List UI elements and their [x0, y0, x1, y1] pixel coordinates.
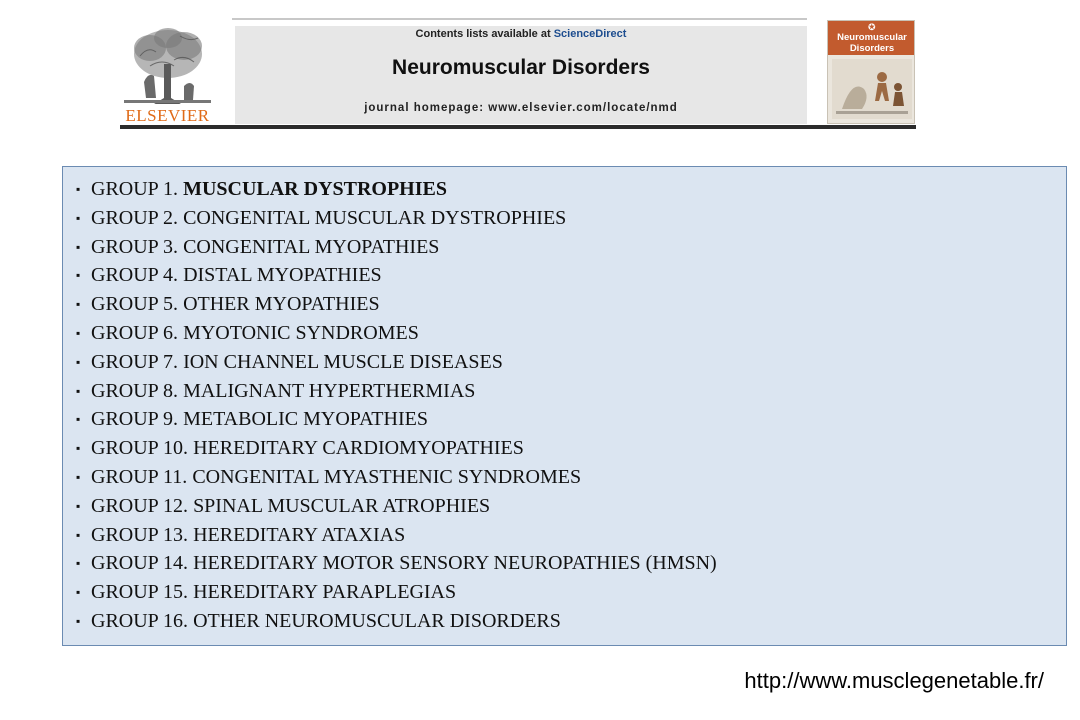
- journal-info-box: [235, 26, 807, 124]
- group-name: HEREDITARY ATAXIAS: [193, 523, 406, 546]
- banner-top-line: [232, 18, 807, 20]
- disease-group-list: [76, 175, 717, 636]
- group-name: MUSCULAR DYSTROPHIES: [183, 178, 447, 200]
- group-name: HEREDITARY CARDIOMYOPATHIES: [193, 437, 524, 460]
- group-item: [76, 204, 717, 233]
- group-name: ION CHANNEL MUSCLE DISEASES: [183, 350, 503, 373]
- group-name: SPINAL MUSCULAR ATROPHIES: [193, 494, 491, 517]
- group-prefix: GROUP 7.: [91, 350, 184, 373]
- bullet-icon: ▪: [76, 441, 81, 456]
- group-prefix: GROUP 10.: [91, 437, 194, 460]
- bullet-icon: ▪: [76, 297, 81, 312]
- group-name: HEREDITARY MOTOR SENSORY NEUROPATHIES (HMSN): [193, 552, 717, 575]
- journal-homepage[interactable]: journal homepage: www.elsevier.com/locate/nmd: [364, 102, 678, 114]
- group-item: [76, 607, 717, 636]
- journal-title: Neuromuscular Disorders: [392, 56, 650, 79]
- publisher-logo: [120, 26, 215, 124]
- bullet-icon: ▪: [76, 556, 81, 571]
- group-item: [76, 233, 717, 262]
- group-prefix: GROUP 16.: [91, 609, 194, 632]
- group-name: DISTAL MYOPATHIES: [183, 264, 382, 287]
- bullet-icon: ▪: [76, 239, 81, 254]
- group-prefix: GROUP 1.: [91, 178, 184, 200]
- group-prefix: GROUP 2.: [91, 206, 184, 229]
- group-prefix: GROUP 11.: [91, 465, 193, 488]
- group-item: [76, 521, 717, 550]
- group-prefix: GROUP 13.: [91, 523, 194, 546]
- group-prefix: GROUP 6.: [91, 321, 184, 344]
- cover-title: Neuromuscular Disorders: [837, 32, 907, 54]
- journal-cover: [827, 20, 915, 124]
- group-prefix: GROUP 9.: [91, 408, 184, 431]
- bullet-icon: ▪: [76, 498, 81, 513]
- bullet-icon: ▪: [76, 527, 81, 542]
- group-item: [76, 492, 717, 521]
- group-name: MALIGNANT HYPERTHERMIAS: [183, 379, 476, 402]
- group-name: CONGENITAL MYOPATHIES: [183, 235, 440, 258]
- group-item: [76, 549, 717, 578]
- group-prefix: GROUP 3.: [91, 235, 184, 258]
- group-prefix: GROUP 8.: [91, 379, 184, 402]
- bullet-icon: ▪: [76, 383, 81, 398]
- group-name: CONGENITAL MUSCULAR DYSTROPHIES: [183, 206, 567, 229]
- group-prefix: GROUP 12.: [91, 494, 194, 517]
- bullet-icon: ▪: [76, 412, 81, 427]
- bullet-icon: ▪: [76, 182, 81, 196]
- source-url-link[interactable]: http://www.musclegenetable.fr/: [744, 668, 1044, 693]
- group-item: [76, 261, 717, 290]
- group-name: HEREDITARY PARAPLEGIAS: [193, 581, 457, 604]
- journal-banner: [120, 18, 916, 131]
- cover-emblem-icon: ✪: [868, 22, 876, 32]
- group-item: [76, 377, 717, 406]
- group-prefix: GROUP 15.: [91, 581, 194, 604]
- sciencedirect-link[interactable]: ScienceDirect: [553, 28, 627, 40]
- contents-prefix: Contents lists available at: [415, 28, 554, 40]
- group-item: [76, 348, 717, 377]
- group-item: [76, 405, 717, 434]
- group-item: [76, 434, 717, 463]
- group-name: OTHER MYOPATHIES: [183, 293, 380, 316]
- bullet-icon: ▪: [76, 613, 81, 628]
- bullet-icon: ▪: [76, 210, 81, 225]
- cover-illustration: [832, 59, 912, 119]
- group-item: [76, 463, 717, 492]
- disease-groups-panel: [62, 166, 1067, 646]
- contents-availability: [235, 28, 807, 40]
- group-name: CONGENITAL MYASTHENIC SYNDROMES: [192, 465, 582, 488]
- group-item: [76, 319, 717, 348]
- group-name: METABOLIC MYOPATHIES: [183, 408, 428, 431]
- publisher-name: ELSEVIER: [125, 106, 210, 125]
- group-item: [76, 290, 717, 319]
- group-item: [76, 578, 717, 607]
- group-item: [76, 175, 717, 204]
- bullet-icon: ▪: [76, 268, 81, 283]
- elsevier-tree-icon: [120, 26, 215, 106]
- group-prefix: GROUP 4.: [91, 264, 184, 287]
- banner-bottom-rule: [120, 125, 916, 129]
- group-name: MYOTONIC SYNDROMES: [183, 321, 419, 344]
- bullet-icon: ▪: [76, 325, 81, 340]
- group-name: OTHER NEUROMUSCULAR DISORDERS: [193, 609, 561, 632]
- bullet-icon: ▪: [76, 469, 81, 484]
- group-prefix: GROUP 5.: [91, 293, 184, 316]
- bullet-icon: ▪: [76, 354, 81, 369]
- bullet-icon: ▪: [76, 585, 81, 600]
- group-prefix: GROUP 14.: [91, 552, 194, 575]
